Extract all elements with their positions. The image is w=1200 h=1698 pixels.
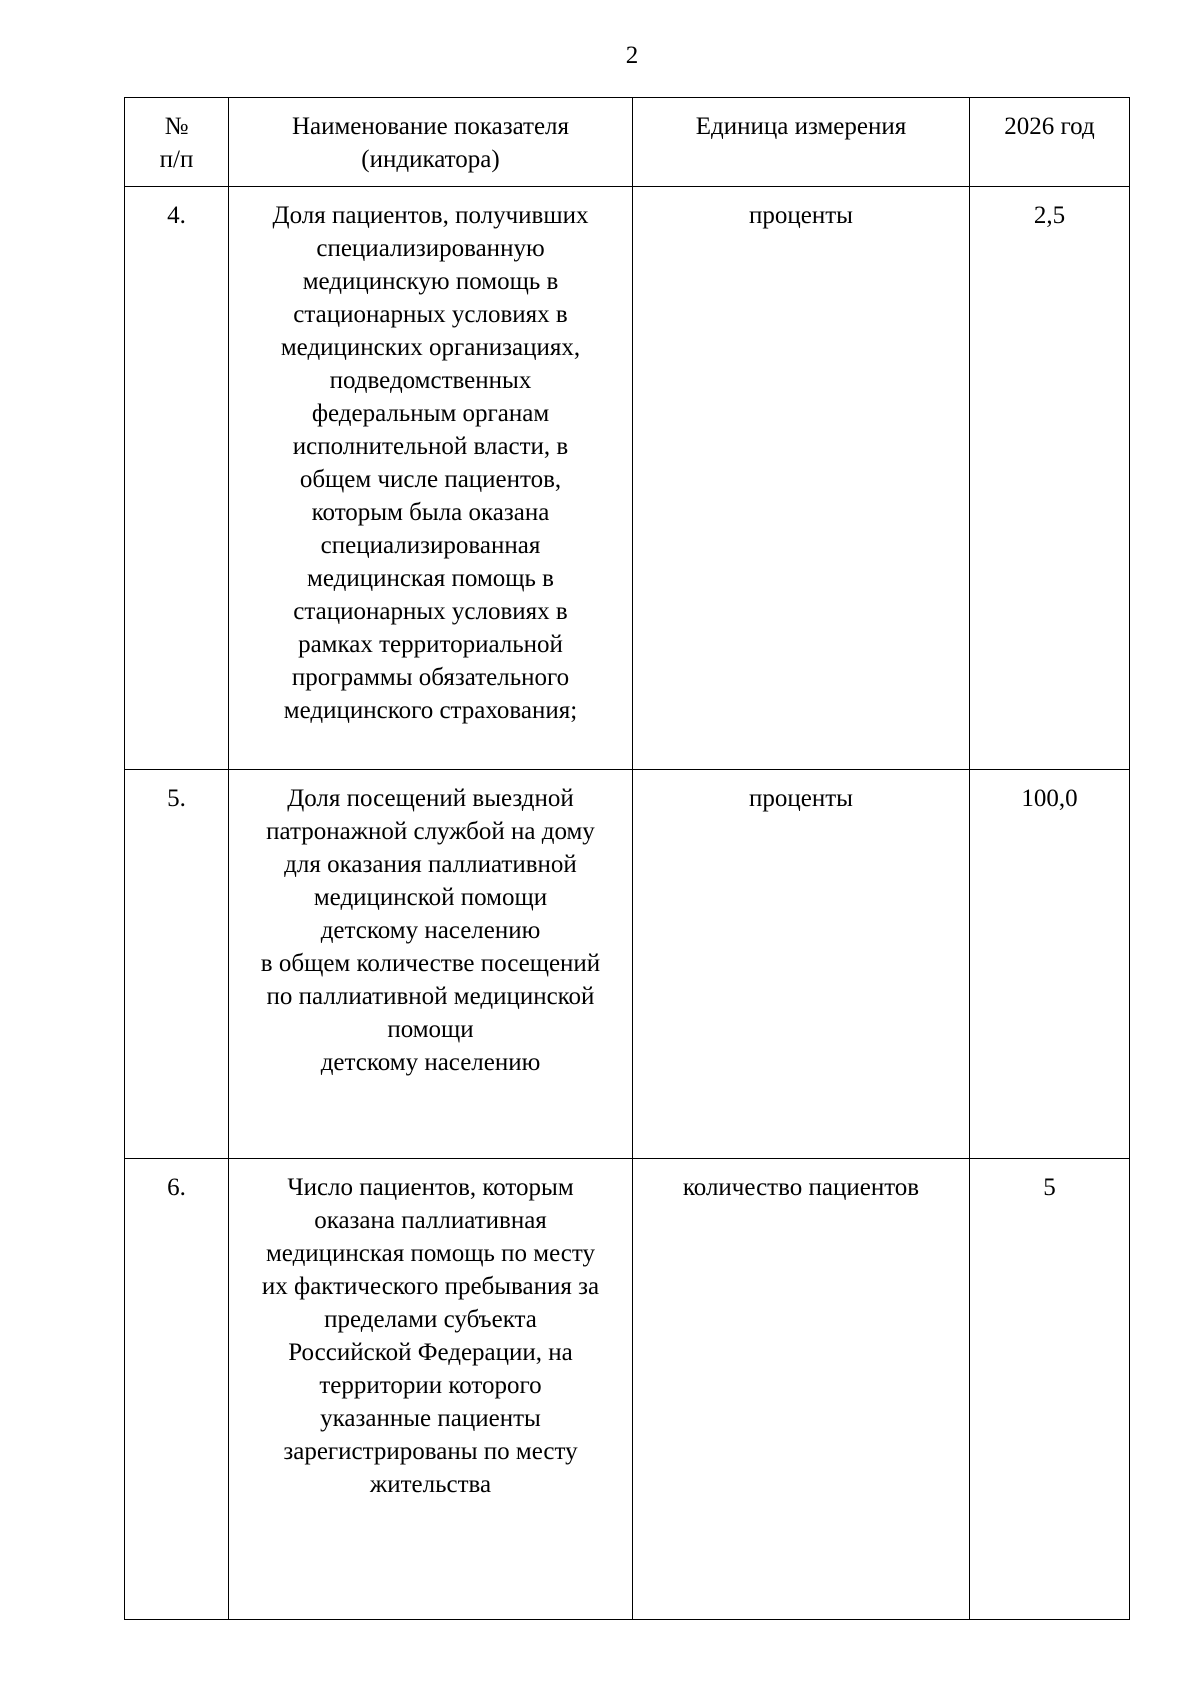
indicator-name: Доля посещений выездной патронажной службой на дому для оказания паллиативной медицинской помощи детскому населению в общем количестве посещений по паллиативной медицинской помощи детскому населению bbox=[260, 785, 601, 1076]
table-row bbox=[125, 770, 1130, 1159]
table-header-row bbox=[125, 98, 1130, 187]
row-number: 5. bbox=[167, 785, 186, 812]
header-cell-year bbox=[970, 98, 1130, 187]
row-value-cell bbox=[970, 187, 1130, 770]
row-num-cell bbox=[125, 187, 229, 770]
row-value-cell bbox=[970, 1159, 1130, 1620]
row-name-cell bbox=[229, 770, 633, 1159]
header-cell-num bbox=[125, 98, 229, 187]
indicator-unit: проценты bbox=[749, 202, 853, 229]
indicator-unit: проценты bbox=[749, 785, 853, 812]
indicators-table bbox=[124, 97, 1130, 1620]
indicator-name: Доля пациентов, получивших специализированную медицинскую помощь в стационарных условиях в медицинских организациях, подведомственных федеральным органам исполнительной власти, в общем числе пациентов, которым была оказана специализированная медицинская помощь в стационарных условиях в рамках территориальной программы обязательного медицинского страхования; bbox=[272, 202, 589, 724]
row-number: 4. bbox=[167, 202, 186, 229]
page-number: 2 bbox=[625, 42, 639, 69]
row-unit-cell bbox=[633, 1159, 970, 1620]
row-unit-cell bbox=[633, 187, 970, 770]
indicator-value: 2,5 bbox=[1033, 202, 1066, 229]
header-cell-name bbox=[229, 98, 633, 187]
row-unit-cell bbox=[633, 770, 970, 1159]
row-num-cell bbox=[125, 770, 229, 1159]
header-unit-label: Единица измерения bbox=[695, 113, 907, 140]
header-cell-unit bbox=[633, 98, 970, 187]
table-row bbox=[125, 1159, 1130, 1620]
indicator-name: Число пациентов, которым оказана паллиативная медицинская помощь по месту их фактического пребывания за пределами субъекта Российской Федерации, на территории которого указанные пациенты зарегистрированы по месту жительства bbox=[261, 1174, 600, 1498]
row-name-cell bbox=[229, 1159, 633, 1620]
indicator-unit: количество пациентов bbox=[682, 1174, 920, 1201]
table-row bbox=[125, 187, 1130, 770]
header-num-label: № п/п bbox=[159, 113, 194, 173]
row-name-cell bbox=[229, 187, 633, 770]
row-num-cell bbox=[125, 1159, 229, 1620]
row-value-cell bbox=[970, 770, 1130, 1159]
indicator-value: 100,0 bbox=[1021, 785, 1078, 812]
header-year-label: 2026 год bbox=[1004, 113, 1095, 140]
header-name-label: Наименование показателя (индикатора) bbox=[291, 113, 570, 173]
row-number: 6. bbox=[167, 1174, 186, 1201]
indicator-value: 5 bbox=[1043, 1174, 1056, 1201]
